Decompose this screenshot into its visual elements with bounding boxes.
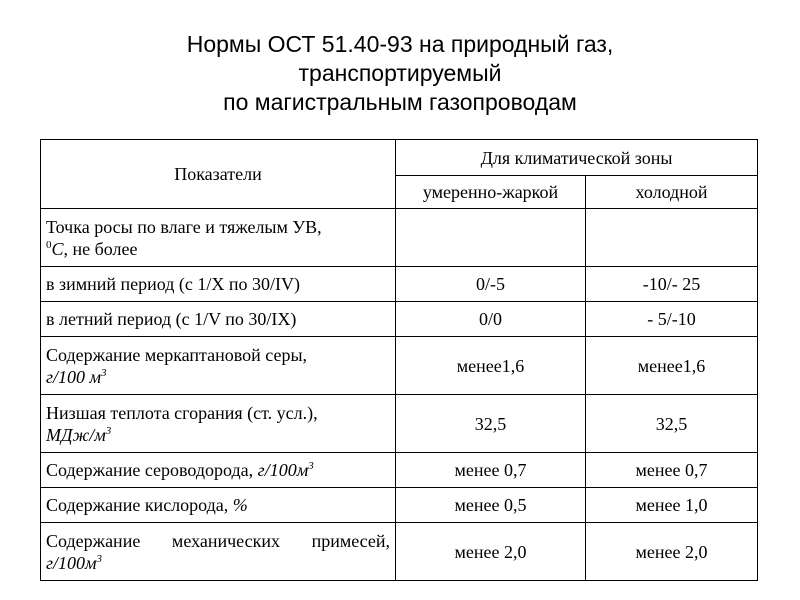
row-label-dew-point [41, 209, 396, 267]
cell-moderate: 0/-5 [396, 267, 586, 302]
header-zone-cold: холодной [586, 176, 758, 209]
table-row [41, 453, 758, 488]
row-label-oxygen [41, 488, 396, 523]
row-label-text: Содержание сероводорода, [46, 460, 258, 480]
cell-moderate [396, 209, 586, 267]
table-row [41, 395, 758, 453]
cell-cold: менее 2,0 [586, 523, 758, 581]
title-line-2: транспортируемый [298, 60, 502, 86]
row-label-text: Низшая теплота сгорания (ст. усл.), [46, 402, 318, 423]
row-label-mercaptan [41, 337, 396, 395]
row-unit: г/100 м [46, 366, 102, 387]
row-label-text: Содержание кислорода, [46, 495, 233, 515]
cell-moderate: 32,5 [396, 395, 586, 453]
row-label-winter: в зимний период (с 1/X по 30/IV) [41, 267, 396, 302]
row-label-heat-value [41, 395, 396, 453]
unit-superscript: 3 [101, 366, 107, 379]
cell-cold: менее 0,7 [586, 453, 758, 488]
cell-cold: 32,5 [586, 395, 758, 453]
row-label-text: Точка росы по влаге и тяжелым УВ, [46, 216, 322, 237]
cell-moderate: менее1,6 [396, 337, 586, 395]
header-indicators: Показатели [41, 140, 396, 209]
cell-cold: - 5/-10 [586, 302, 758, 337]
cell-cold [586, 209, 758, 267]
row-unit: МДж/м [46, 424, 106, 445]
row-unit: С [51, 238, 64, 259]
cell-moderate: менее 0,7 [396, 453, 586, 488]
page-title [0, 30, 800, 117]
unit-superscript: 3 [105, 424, 112, 437]
table-row [41, 337, 758, 395]
row-label-text: Содержание меркаптановой серы, [46, 344, 308, 365]
table-row [41, 523, 758, 581]
row-label-summer: в летний период (с 1/V по 30/IX) [41, 302, 396, 337]
cell-cold: менее 1,0 [586, 488, 758, 523]
row-unit: % [232, 495, 248, 515]
table-row [41, 267, 758, 302]
table-row [41, 209, 758, 267]
title-line-3: по магистральным газопроводам [223, 89, 577, 115]
cell-moderate: менее 0,5 [396, 488, 586, 523]
cell-cold: -10/- 25 [586, 267, 758, 302]
header-zone-moderate: умеренно-жаркой [396, 176, 586, 209]
table-row [41, 488, 758, 523]
table-row [41, 302, 758, 337]
row-label-text: Содержание механических примесей, [46, 530, 390, 551]
unit-superscript: 3 [96, 552, 103, 565]
cell-moderate: менее 2,0 [396, 523, 586, 581]
unit-superscript: 3 [308, 460, 314, 472]
row-unit: г/100м [46, 552, 97, 573]
row-label-impurities [41, 523, 396, 581]
title-line-1: Нормы ОСТ 51.40-93 на природный газ, [186, 31, 614, 57]
table-header-row [41, 140, 758, 176]
row-suffix: , не более [63, 238, 138, 259]
header-climate-zone: Для климатической зоны [396, 140, 758, 176]
row-label-h2s [41, 453, 396, 488]
cell-moderate: 0/0 [396, 302, 586, 337]
row-unit: г/100м [257, 460, 309, 480]
unit-superscript: 0 [46, 238, 52, 251]
cell-cold: менее1,6 [586, 337, 758, 395]
norms-table [40, 139, 758, 581]
